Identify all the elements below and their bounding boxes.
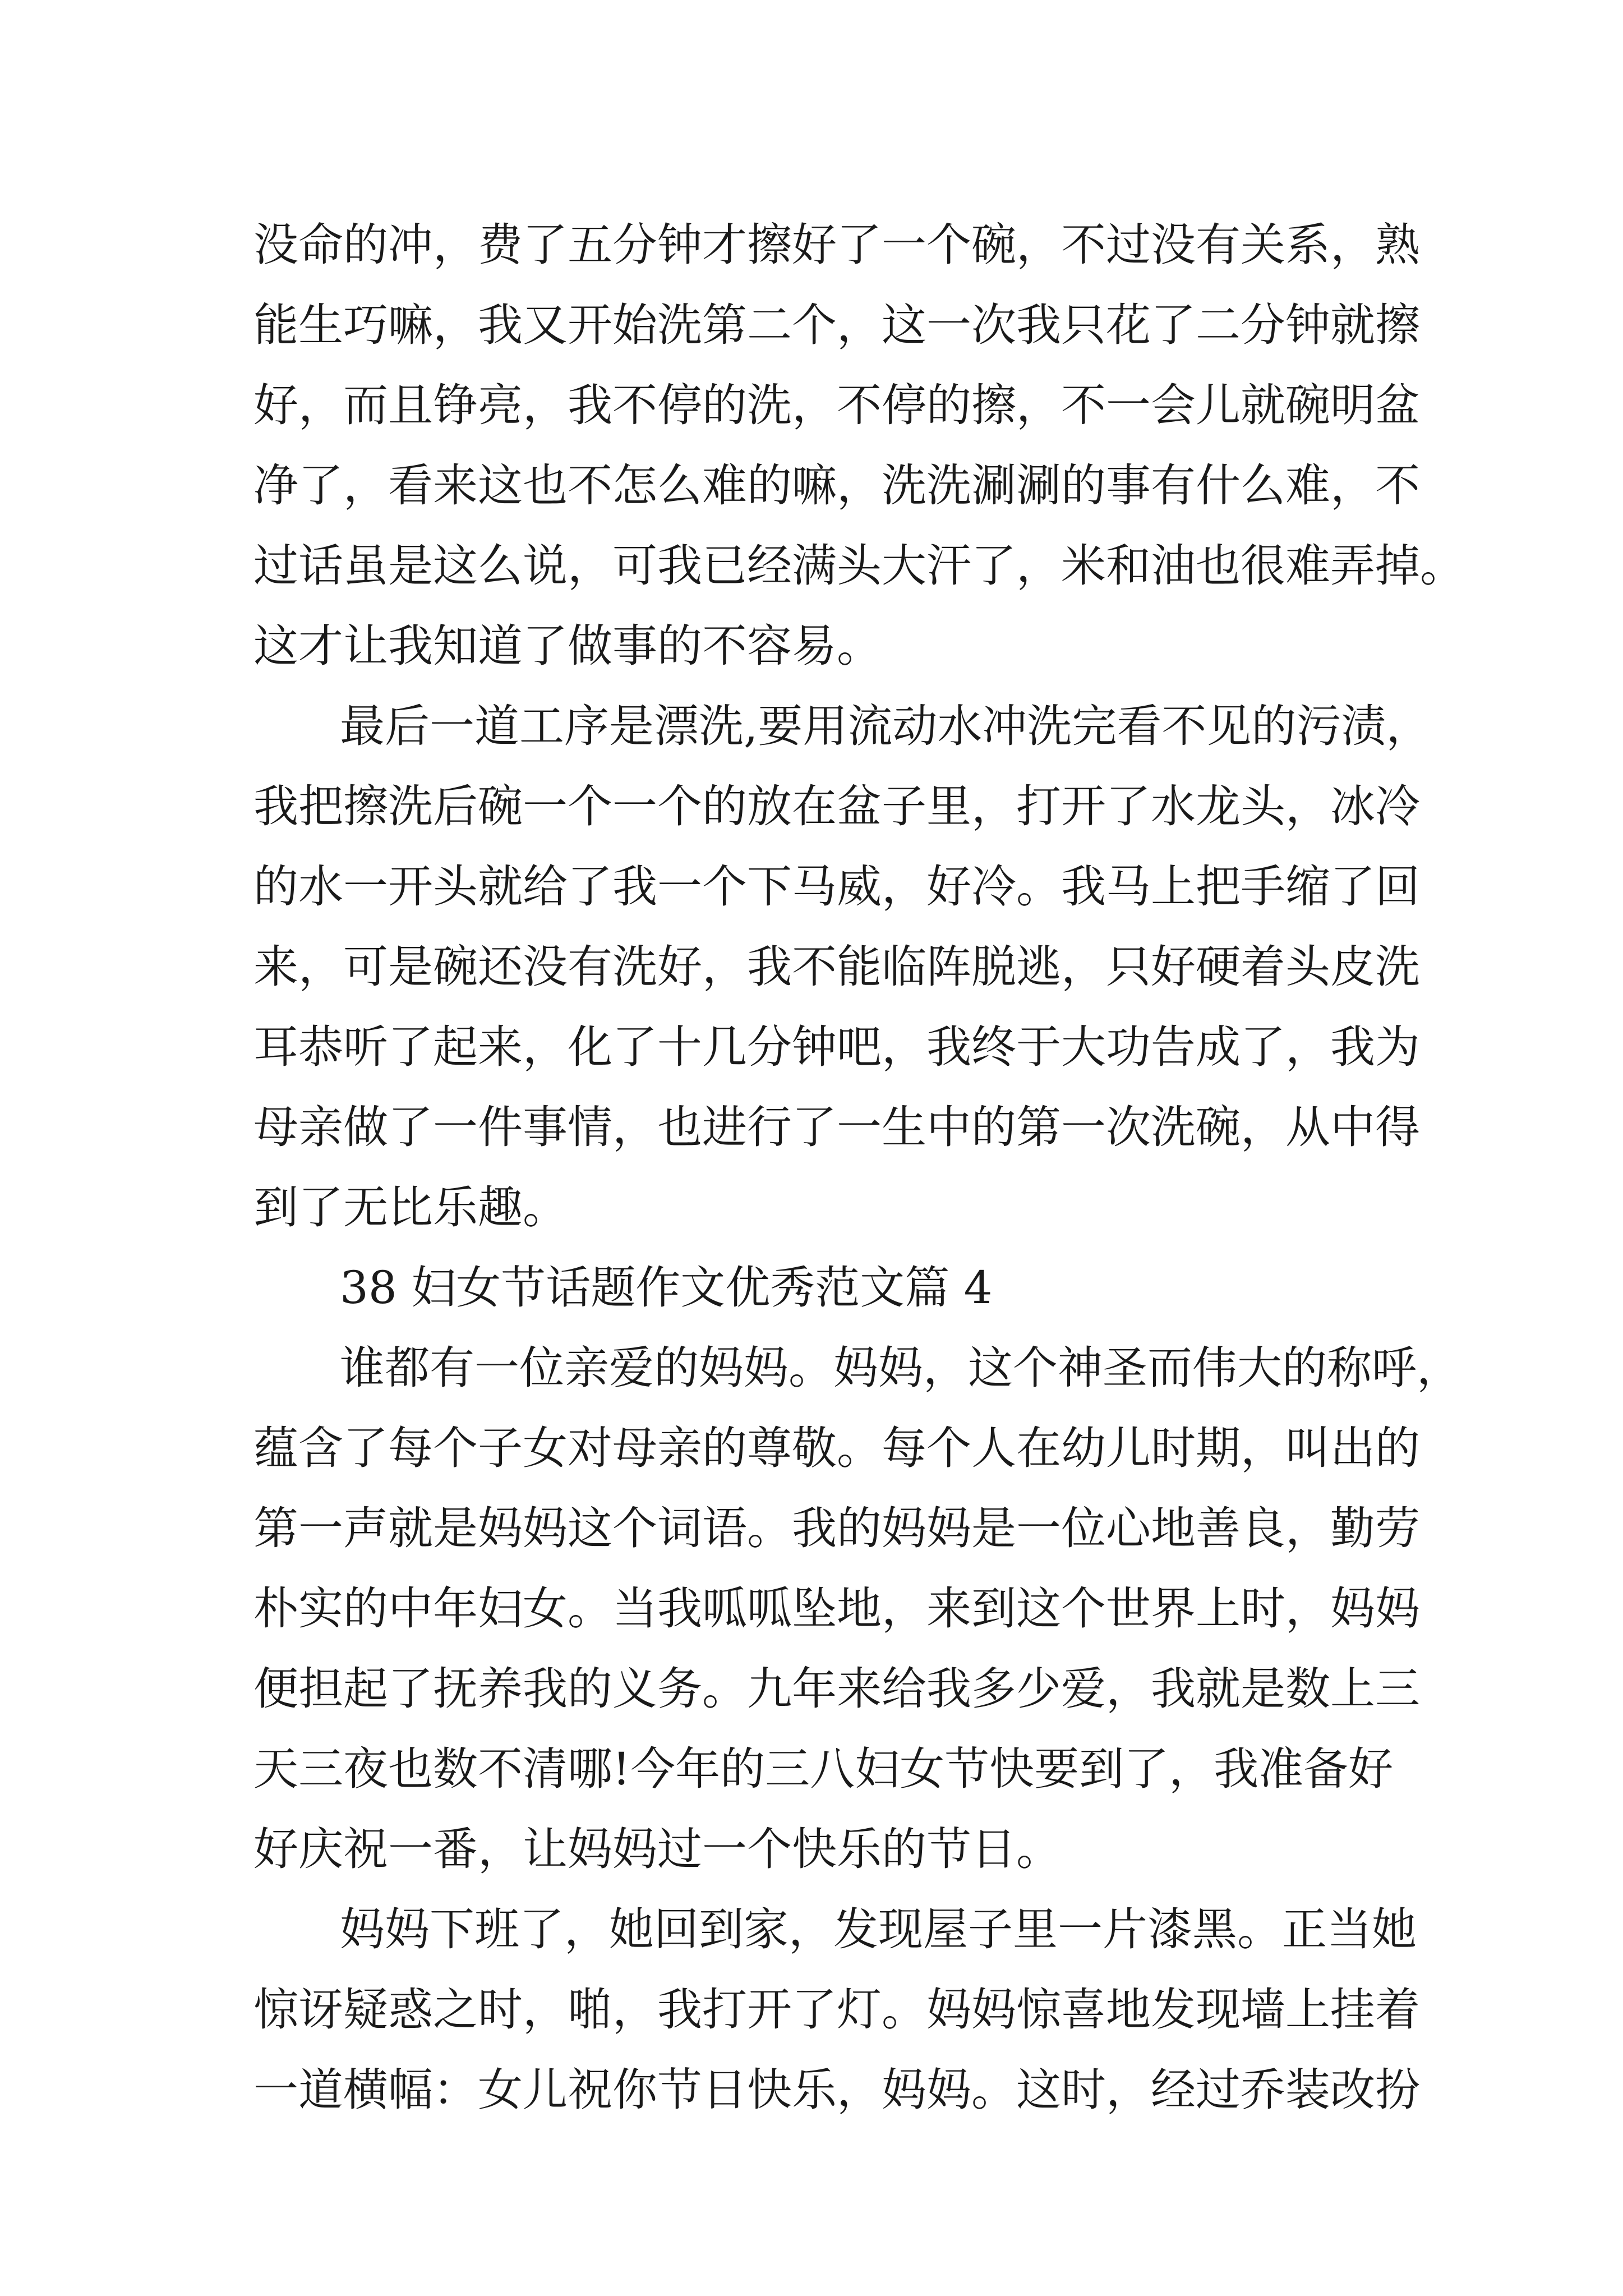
- text-line: 朴实的中年妇女。当我呱呱坠地，来到这个世界上时，妈妈: [253, 1582, 1420, 1635]
- text-line: 能生巧嘛，我又开始洗第二个，这一次我只花了二分钟就擦: [253, 299, 1420, 351]
- text-line: 一道横幅：女儿祝你节日快乐，妈妈。这时，经过乔装改扮: [253, 2064, 1420, 2116]
- text-line: 没命的冲，费了五分钟才擦好了一个碗，不过没有关系，熟: [253, 219, 1420, 271]
- paragraph-first-line: 最后一道工序是漂洗,要用流动水冲洗完看不见的污渍，: [340, 700, 1431, 752]
- text-line: 这才让我知道了做事的不容易。: [253, 620, 882, 672]
- text-line: 的水一开头就给了我一个下马威，好冷。我马上把手缩了回: [253, 861, 1420, 913]
- text-line: 蕴含了每个子女对母亲的尊敬。每个人在幼儿时期，叫出的: [253, 1422, 1420, 1474]
- text-line: 好庆祝一番，让妈妈过一个快乐的节日。: [253, 1823, 1061, 1875]
- text-line: 天三夜也数不清哪!今年的三八妇女节快要到了，我准备好: [253, 1743, 1394, 1795]
- paragraph-first-line: 妈妈下班了，她回到家，发现屋子里一片漆黑。正当她: [340, 1903, 1417, 1955]
- text-line: 来，可是碗还没有洗好，我不能临阵脱逃，只好硬着头皮洗: [253, 941, 1420, 993]
- text-line: 我把擦洗后碗一个一个的放在盆子里，打开了水龙头，冰冷: [253, 780, 1420, 832]
- text-line: 第一声就是妈妈这个词语。我的妈妈是一位心地善良，勤劳: [253, 1502, 1420, 1554]
- text-line: 到了无比乐趣。: [253, 1181, 568, 1234]
- text-line: 母亲做了一件事情，也进行了一生中的第一次洗碗，从中得: [253, 1101, 1420, 1153]
- text-line: 净了，看来这也不怎么难的嘛，洗洗涮涮的事有什么难，不: [253, 459, 1420, 512]
- text-line: 便担起了抚养我的义务。九年来给我多少爱，我就是数上三: [253, 1663, 1420, 1715]
- text-line: 惊讶疑惑之时，啪，我打开了灯。妈妈惊喜地发现墙上挂着: [253, 1984, 1420, 2036]
- text-line: 耳恭听了起来，化了十几分钟吧，我终于大功告成了，我为: [253, 1021, 1420, 1073]
- text-line: 好，而且铮亮，我不停的洗，不停的擦，不一会儿就碗明盆: [253, 379, 1420, 431]
- section-heading: 38 妇女节话题作文优秀范文篇 4: [340, 1262, 993, 1314]
- text-line: 过话虽是这么说，可我已经满头大汗了，米和油也很难弄掉。: [253, 540, 1465, 592]
- paragraph-first-line: 谁都有一位亲爱的妈妈。妈妈，这个神圣而伟大的称呼，: [340, 1342, 1461, 1394]
